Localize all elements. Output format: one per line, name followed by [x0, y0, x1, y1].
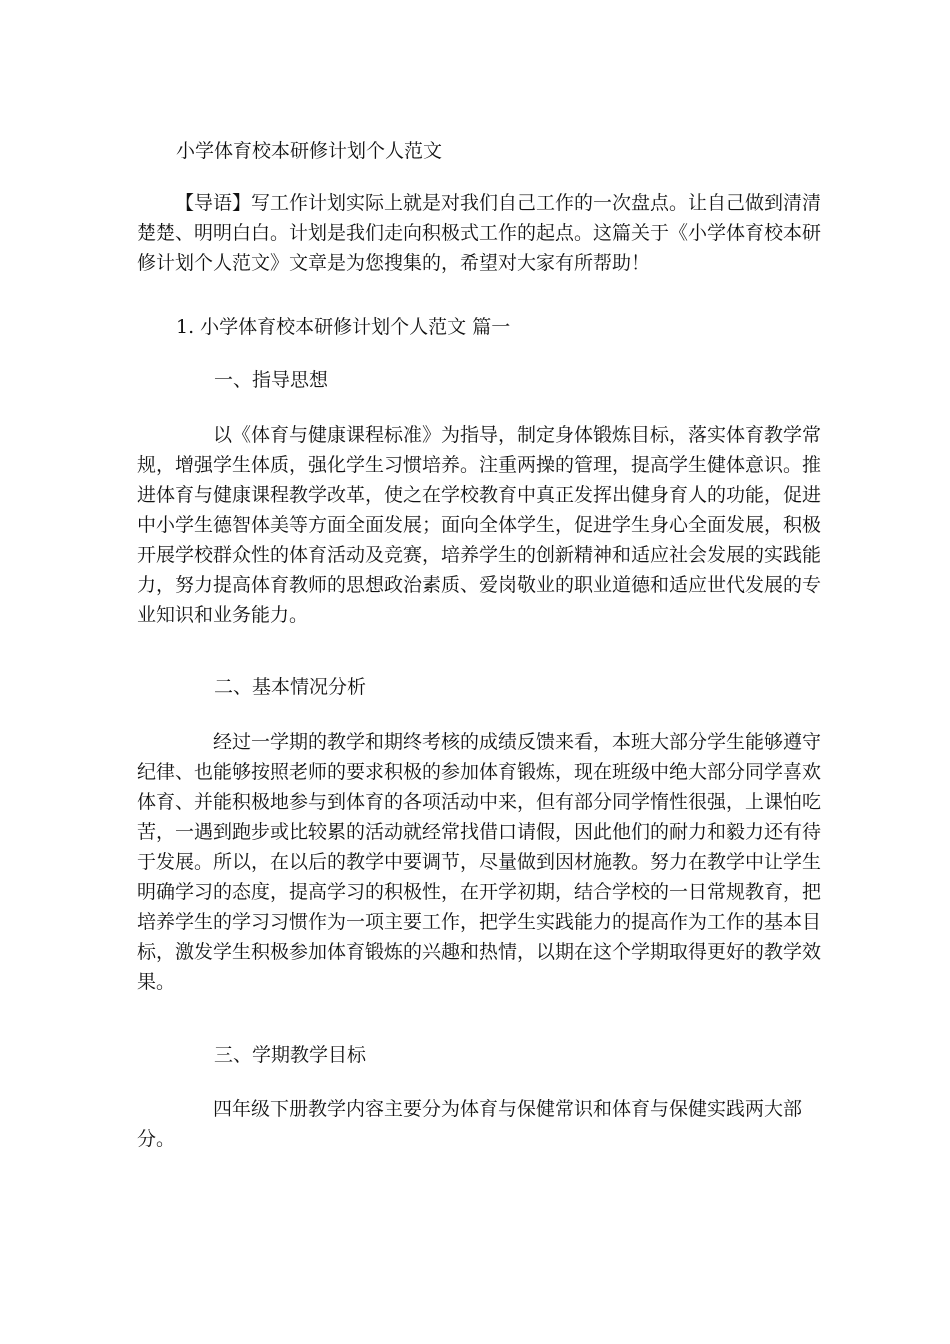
article-heading: 1. 小学体育校本研修计划个人范文 篇一	[176, 316, 511, 338]
section-body-guiding-ideology: 以《体育与健康课程标准》为指导，制定身体锻炼目标，落实体育教学常规，增强学生体质，强化学生习惯培养。注重两操的管理，提高学生健体意识。推进体育与健康课程教学改革，使之在学校教育中真正发挥出健身育人的功能，促进中小学生德智体美等方面全面发展；面向全体学生，促进学生身心全面发展，积极开展学校群众性的体育活动及竞赛，培养学生的创新精神和适应社会发展的实践能力，努力提高体育教师的思想政治素质、爱岗敬业的职业道德和适应世代发展的专业知识和业务能力。	[137, 424, 822, 626]
section-heading-situation-analysis: 二、基本情况分析	[214, 676, 367, 698]
section-heading-guiding-ideology: 一、指导思想	[214, 369, 329, 391]
section-body-semester-goals: 四年级下册教学内容主要分为体育与保健常识和体育与保健实践两大部分。	[137, 1098, 803, 1150]
section-body-situation-analysis: 经过一学期的教学和期终考核的成绩反馈来看，本班大部分学生能够遵守纪律、也能够按照老师的要求积极的参加体育锻炼，现在班级中绝大部分同学喜欢体育、并能积极地参与到体育的各项活动中来，但有部分同学惰性很强，上课怕吃苦，一遇到跑步或比较累的活动就经常找借口请假，因此他们的耐力和毅力还有待于发展。所以，在以后的教学中要调节，尽量做到因材施教。努力在教学中让学生明确学习的态度，提高学习的积极性，在开学初期，结合学校的一日常规教育，把培养学生的学习习惯作为一项主要工作，把学生实践能力的提高作为工作的基本目标，激发学生积极参加体育锻炼的兴趣和热情，以期在这个学期取得更好的教学效果。	[137, 731, 822, 993]
document-title: 小学体育校本研修计划个人范文	[176, 140, 443, 162]
section-heading-semester-goals: 三、学期教学目标	[214, 1044, 367, 1066]
intro-paragraph: 【导语】写工作计划实际上就是对我们自己工作的一次盘点。让自己做到清清楚楚、明明白白。计划是我们走向积极式工作的起点。这篇关于《小学体育校本研修计划个人范文》文章是为您搜集的，希望对大家有所帮助！	[137, 192, 822, 274]
